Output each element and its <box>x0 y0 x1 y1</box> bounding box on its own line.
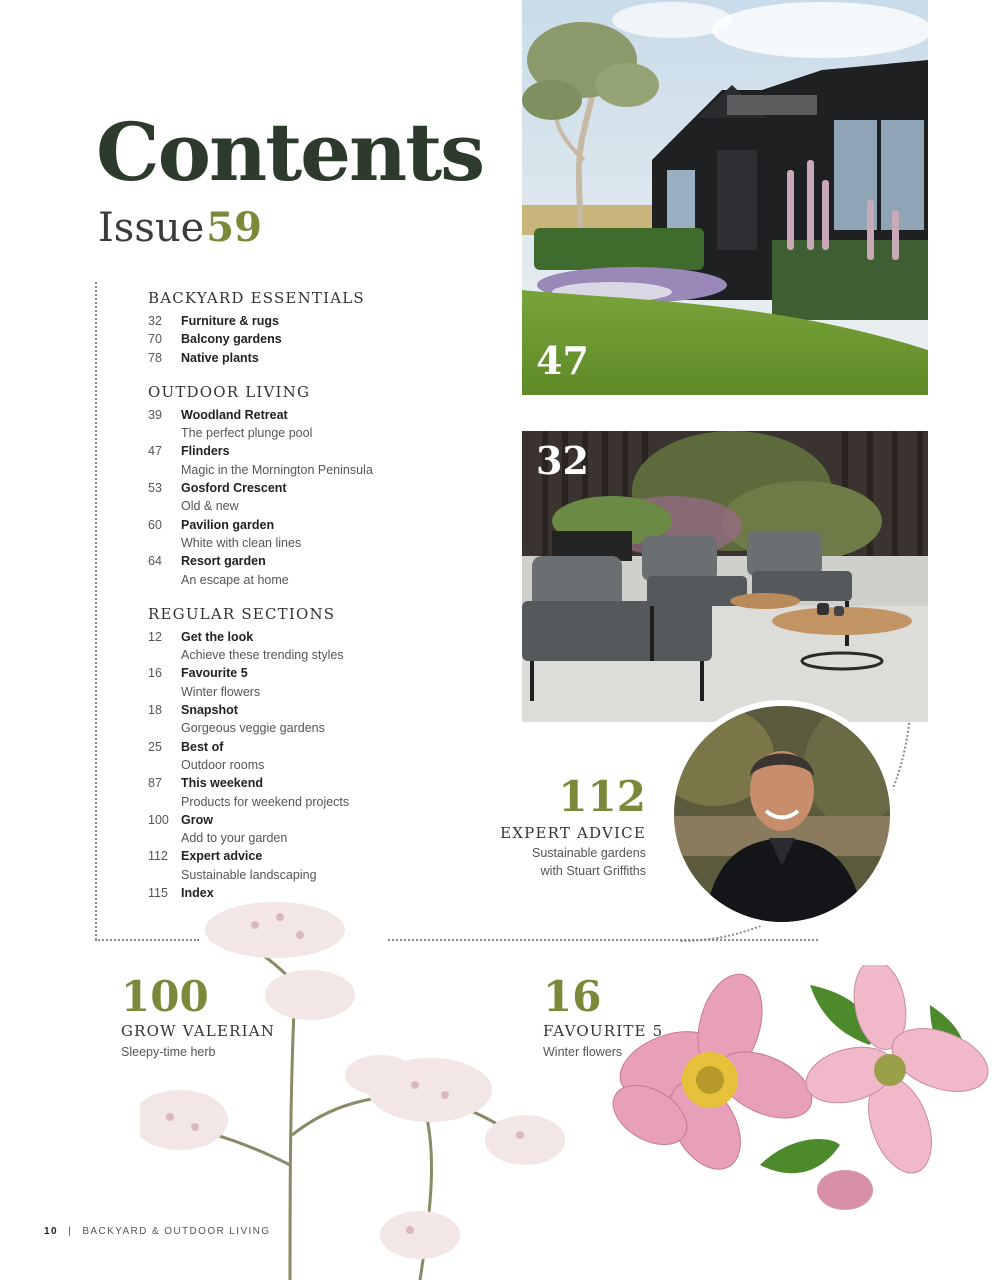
toc-entry-title: Gosford Crescent <box>181 481 287 496</box>
toc-entry-page: 18 <box>148 703 162 718</box>
toc-entry-subtitle: Add to your garden <box>181 831 288 846</box>
toc-entry-subtitle: An escape at home <box>181 572 289 587</box>
toc-section <box>148 604 488 902</box>
toc-entry-title: Snapshot <box>181 703 238 718</box>
issue-label <box>98 204 262 251</box>
toc-entry-subtitle: Sustainable landscaping <box>181 867 317 882</box>
expert-advice-page-number: 112 <box>558 772 646 821</box>
toc-entry-title: This weekend <box>181 776 263 791</box>
toc-entry-title: Best of <box>181 739 224 754</box>
toc-section-heading: OUTDOOR LIVING <box>148 382 311 401</box>
toc-entry-page: 64 <box>148 554 162 569</box>
toc-entry-title: Furniture & rugs <box>181 314 279 328</box>
page-footer <box>44 1226 271 1237</box>
toc-entry[interactable] <box>148 738 488 775</box>
favourite-5-title: FAVOURITE 5 <box>543 1022 664 1040</box>
issue-word: Issue <box>98 205 205 251</box>
toc-section-heading: BACKYARD ESSENTIALS <box>148 289 365 307</box>
toc-section-heading: REGULAR SECTIONS <box>148 604 336 623</box>
house-photo <box>522 0 928 395</box>
expert-portrait <box>668 700 896 928</box>
toc-entry-title: Balcony gardens <box>181 332 282 347</box>
toc-entry-page: 12 <box>148 629 162 644</box>
toc-entry[interactable] <box>148 406 488 443</box>
toc-entry[interactable] <box>148 701 488 738</box>
toc-entry-page: 100 <box>148 812 169 827</box>
grow-valerian-page-number: 100 <box>121 972 209 1021</box>
expert-advice-feature <box>500 772 646 880</box>
grow-valerian-feature <box>121 972 421 1061</box>
toc-entry-title: Native plants <box>181 350 259 365</box>
toc-section <box>148 382 488 589</box>
toc-entry[interactable] <box>148 330 488 348</box>
toc-entry-page: 32 <box>148 314 162 328</box>
toc-entry-page: 60 <box>148 517 162 532</box>
expert-advice-line-1: Sustainable gardens <box>532 846 646 860</box>
toc-entry-page: 78 <box>148 350 162 365</box>
dotted-frame-left <box>95 282 97 940</box>
toc-entry-subtitle: Products for weekend projects <box>181 794 350 809</box>
toc-entry-subtitle: Achieve these trending styles <box>181 648 344 663</box>
toc-entry[interactable] <box>148 847 488 884</box>
toc-entry[interactable] <box>148 774 488 811</box>
toc-entry-page: 115 <box>148 886 168 901</box>
toc-entry-subtitle: White with clean lines <box>181 535 302 550</box>
toc-entry-title: Index <box>181 886 214 901</box>
toc-entry[interactable] <box>148 628 488 665</box>
toc-entry-title: Expert advice <box>181 849 263 864</box>
table-of-contents <box>148 288 488 902</box>
favourite-5-feature <box>543 972 793 1061</box>
toc-entry-title: Resort garden <box>181 554 266 569</box>
toc-entry[interactable] <box>148 312 488 330</box>
toc-entry-subtitle: Old & new <box>181 499 239 514</box>
expert-advice-title: EXPERT ADVICE <box>500 824 646 842</box>
toc-entry[interactable] <box>148 811 488 848</box>
toc-entry[interactable] <box>148 664 488 701</box>
toc-entry-page: 39 <box>148 407 162 422</box>
valerian-flower-illustration <box>140 895 590 1280</box>
toc-entry-page: 16 <box>148 666 162 681</box>
footer-page-number: 10 <box>44 1226 58 1237</box>
favourite-5-subtitle: Winter flowers <box>543 1045 623 1059</box>
toc-entry-subtitle: Outdoor rooms <box>181 757 265 772</box>
toc-entry[interactable] <box>148 479 488 516</box>
house-photo-page-number: 47 <box>536 338 589 383</box>
toc-entry-page: 70 <box>148 332 162 347</box>
toc-entry-subtitle: Gorgeous veggie gardens <box>181 721 325 736</box>
toc-entry-subtitle: The perfect plunge pool <box>181 426 313 441</box>
toc-entry-title: Grow <box>181 812 213 827</box>
toc-entry[interactable] <box>148 516 488 553</box>
issue-number: 59 <box>206 204 262 251</box>
grow-valerian-title: GROW VALERIAN <box>121 1022 276 1040</box>
grow-valerian-subtitle: Sleepy-time herb <box>121 1045 216 1059</box>
toc-entry-title: Woodland Retreat <box>181 407 288 422</box>
toc-entry-page: 112 <box>148 849 168 864</box>
toc-entry-page: 53 <box>148 481 162 496</box>
toc-entry-page: 25 <box>148 739 162 754</box>
toc-entry[interactable] <box>148 552 488 589</box>
toc-entry-title: Favourite 5 <box>181 666 248 681</box>
favourite-5-page-number: 16 <box>543 972 602 1021</box>
toc-entry[interactable] <box>148 442 488 479</box>
toc-entry-subtitle: Winter flowers <box>181 684 261 699</box>
footer-separator: | <box>68 1226 73 1237</box>
toc-entry-subtitle: Magic in the Mornington Peninsula <box>181 462 373 477</box>
furniture-photo-page-number: 32 <box>536 438 589 483</box>
page-title: Contents <box>96 105 484 199</box>
toc-entry-title: Pavilion garden <box>181 517 275 532</box>
toc-entry-title: Get the look <box>181 629 254 644</box>
toc-entry-page: 87 <box>148 776 162 791</box>
toc-entry-page: 47 <box>148 444 162 459</box>
expert-advice-line-2: with Stuart Griffiths <box>540 864 646 878</box>
toc-entry-title: Flinders <box>181 444 230 459</box>
footer-magazine-name: BACKYARD & OUTDOOR LIVING <box>82 1226 271 1237</box>
toc-section <box>148 288 488 367</box>
toc-entry[interactable] <box>148 349 488 367</box>
